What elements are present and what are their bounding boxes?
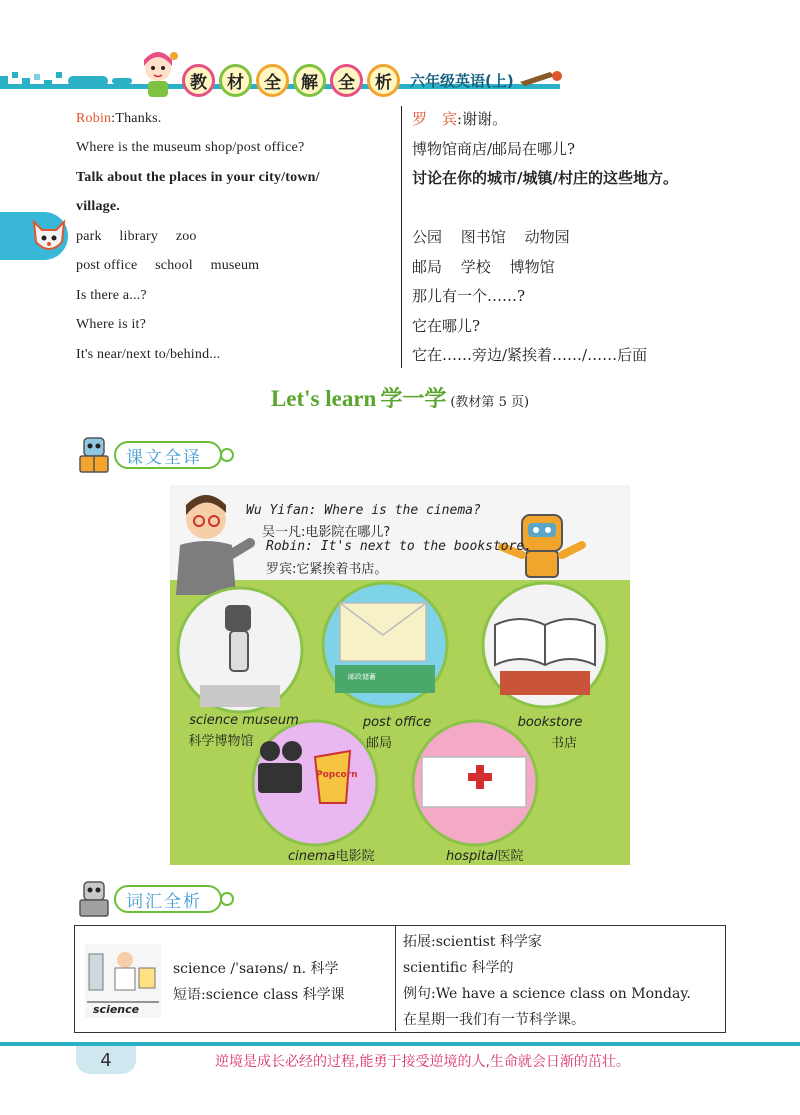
dialogue-cn: 它在……旁边/紧挨着……/……后面 xyxy=(412,346,648,365)
vocab-word: science /ˈsaɪəns/ n. 科学 xyxy=(173,961,339,977)
word-cn: 公园 xyxy=(412,228,443,247)
dialogue-row xyxy=(76,281,736,311)
lesson-illustration xyxy=(170,485,630,865)
vocab-extend: 拓展:scientist 科学家 xyxy=(403,934,542,950)
teacher-figure-icon xyxy=(176,495,250,595)
pill-tail xyxy=(220,892,234,906)
bubble-robin: Robin: It's next to the bookstore. xyxy=(266,539,533,554)
dialogue-en: village. xyxy=(76,199,120,215)
place-cn-cinema: 电影院 xyxy=(335,849,375,864)
place-label-hospital: hospital xyxy=(446,849,498,864)
speaker-name: Robin xyxy=(76,110,112,126)
robot-reader-icon xyxy=(76,878,118,920)
place-label-bookstore: bookstore xyxy=(517,715,583,730)
vocab-table xyxy=(74,925,726,1033)
word: museum xyxy=(210,258,260,274)
title-char: 解 xyxy=(293,64,326,97)
bubble-robin-cn: 罗宾:它紧挨着书店。 xyxy=(266,562,388,577)
dialogue-en: Is there a...? xyxy=(76,287,147,303)
dialogue-table xyxy=(76,104,736,370)
dialogue-en: Where is it? xyxy=(76,317,147,333)
popcorn-label: Popcorn xyxy=(316,770,358,780)
page-number: 4 xyxy=(76,1046,136,1074)
vocab-extend-2: scientific 科学的 xyxy=(403,960,514,976)
title-char: 教 xyxy=(182,64,215,97)
dialogue-en: :Thanks. xyxy=(111,110,162,126)
girl-mascot-icon xyxy=(132,48,184,100)
vocab-left xyxy=(173,958,345,1010)
dialogue-row xyxy=(76,104,736,134)
image-word: science xyxy=(93,1003,140,1016)
title-char: 全 xyxy=(256,64,289,97)
section-title xyxy=(0,382,800,413)
book-title xyxy=(182,64,400,97)
place-label-post-office: post office xyxy=(362,715,432,730)
dialogue-cn: 它在哪儿? xyxy=(412,316,481,335)
dialogue-en: It's near/next to/behind... xyxy=(76,346,221,362)
place-hospital xyxy=(446,845,524,865)
vocab-divider xyxy=(395,926,396,1031)
pencil-icon xyxy=(515,66,565,86)
dialogue-en: Talk about the places in your city/town/ xyxy=(76,169,320,185)
speaker-name-cn: 罗 宾 xyxy=(412,110,458,129)
vocab-heading-label: 词汇全析 xyxy=(114,885,222,913)
place-cn-science-museum: 科学博物馆 xyxy=(188,734,254,749)
page-header xyxy=(0,0,800,100)
place-cn-bookstore: 书店 xyxy=(550,736,577,751)
word-cn: 动物园 xyxy=(524,228,570,247)
side-tab xyxy=(0,212,68,260)
title-char: 析 xyxy=(367,64,400,97)
vocab-heading xyxy=(76,880,234,918)
footer-motto: 逆境是成长必经的过程,能勇于接受逆境的人,生命就会日渐的茁壮。 xyxy=(215,1054,630,1070)
dialogue-row xyxy=(76,340,736,370)
word: zoo xyxy=(175,228,197,244)
place-cinema xyxy=(288,845,375,865)
dialogue-cn: 博物馆商店/邮局在哪儿? xyxy=(412,139,576,158)
dialogue-row xyxy=(76,134,736,164)
bubble-wu-yifan-cn: 吴一凡:电影院在哪儿? xyxy=(262,525,391,540)
word: post office xyxy=(76,258,138,274)
section-title-en: Let's learn xyxy=(270,386,377,411)
word-cn: 邮局 xyxy=(412,257,443,276)
dialogue-cn: 那儿有一个……? xyxy=(412,287,526,306)
vocab-example-cn: 在星期一我们有一节科学课。 xyxy=(403,1012,585,1028)
post-office-sign: 邮政储蓄 xyxy=(348,673,376,681)
place-label-cinema: cinema xyxy=(288,849,336,864)
place-cn-post-office: 邮局 xyxy=(365,736,392,751)
bubble-wu-yifan: Wu Yifan: Where is the cinema? xyxy=(246,503,481,518)
scientist-picture-icon xyxy=(85,944,161,1018)
grade-label: 六年级英语(上) xyxy=(410,72,514,90)
section-note: (教材第 5 页) xyxy=(450,395,530,410)
dialogue-row xyxy=(76,163,736,193)
vocab-right xyxy=(403,931,691,1035)
place-label-science-museum: science museum xyxy=(189,713,299,728)
vocab-phrase: 短语:science class 科学课 xyxy=(173,987,345,1003)
dialogue-en: Where is the museum shop/post office? xyxy=(76,140,305,156)
robot-reader-icon xyxy=(76,434,118,476)
word: library xyxy=(119,228,159,244)
vocab-example: 例句:We have a science class on Monday. xyxy=(403,986,691,1002)
translation-heading xyxy=(76,436,234,474)
dialogue-row xyxy=(76,193,736,223)
translation-heading-label: 课文全译 xyxy=(114,441,222,469)
place-cn-hospital: 医院 xyxy=(497,849,524,864)
word-cn: 博物馆 xyxy=(509,257,555,276)
fox-face-icon xyxy=(30,216,68,256)
title-char: 材 xyxy=(219,64,252,97)
word: school xyxy=(155,258,193,274)
word-cn: 图书馆 xyxy=(460,228,506,247)
dialogue-row xyxy=(76,222,736,252)
word: park xyxy=(76,228,102,244)
title-char: 全 xyxy=(330,64,363,97)
section-title-cn: 学一学 xyxy=(380,387,447,412)
pill-tail xyxy=(220,448,234,462)
dialogue-cn: 讨论在你的城市/城镇/村庄的这些地方。 xyxy=(412,169,678,188)
dialogue-row xyxy=(76,311,736,341)
dialogue-row xyxy=(76,252,736,282)
word-cn: 学校 xyxy=(460,257,491,276)
dialogue-cn: :谢谢。 xyxy=(457,110,508,129)
